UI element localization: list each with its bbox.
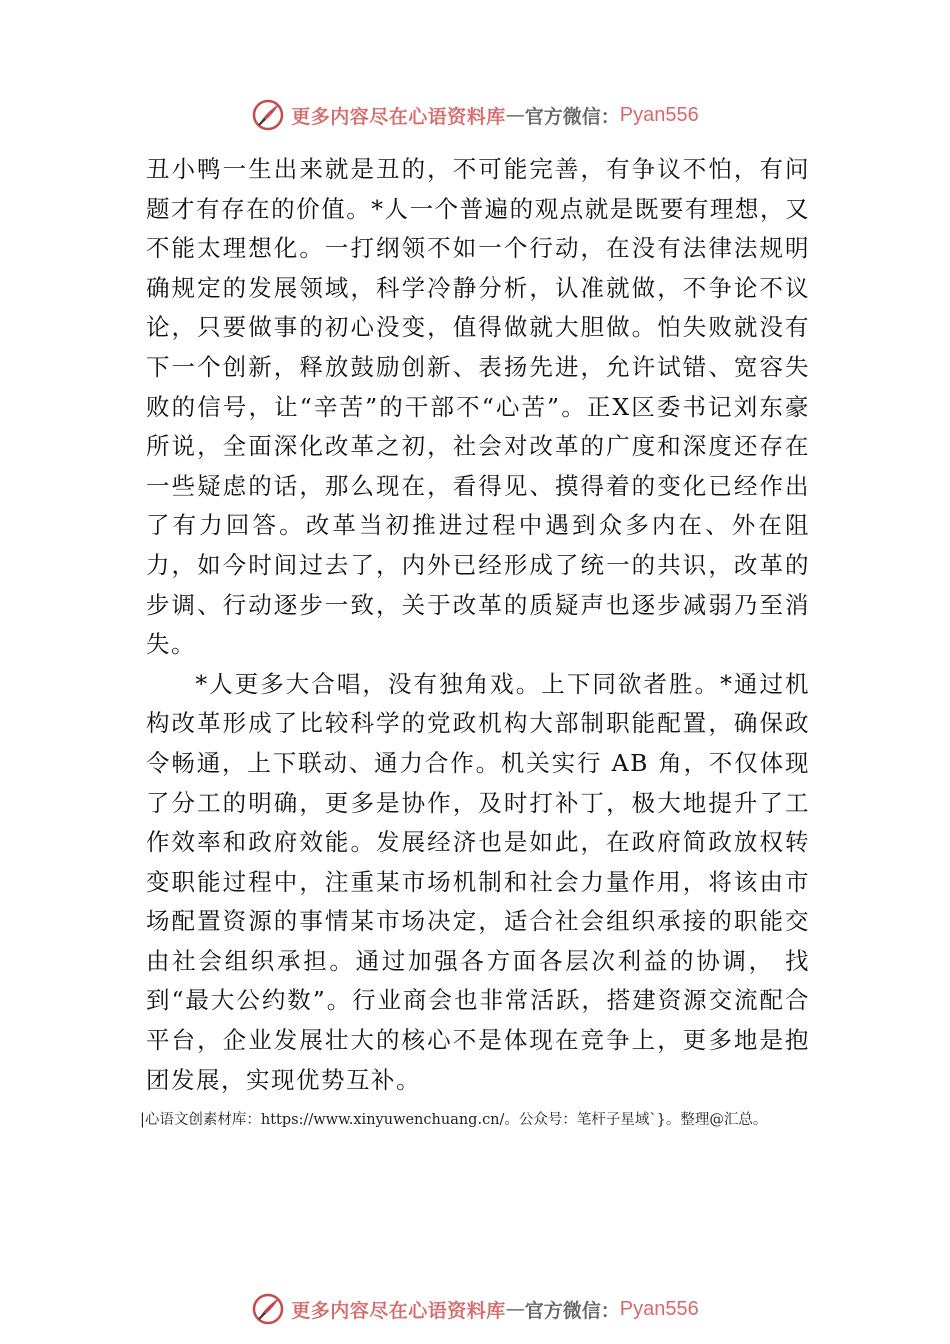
- document-body: [146, 150, 810, 1100]
- quill-seal-icon: [251, 98, 285, 132]
- banner-tail-text: 官方微信：: [524, 105, 620, 128]
- banner-separator: —: [505, 1298, 525, 1320]
- paragraph-2: *人更多大合唱，没有独角戏。上下同欲者胜。*通过机构改革形成了比较科学的党政机构大部制职能配置，确保政令畅通，上下联动、通力合作。机关实行 AB 角，不仅体现了分工的明确，更多是协作，及时打补丁，极大地提升了工作效率和政府效能。发展经济也是如此，在政府简政放权转变职能过程中，注重某市场机制和社会力量作用，将该由市场配置资源的事情某市场决定，适合社会组织承接的职能交由社会组织承担。通过加强各方面各层次利益的协调， 找到“最大公约数”。行业商会也非常活跃，搭建资源交流配合平台，企业发展壮大的核心不是体现在竞争上，更多地是抱团发展，实现优势互补。: [146, 669, 810, 1094]
- banner-tail-text: 官方微信：: [524, 1299, 620, 1322]
- banner-wechat-id: Pyan556: [619, 103, 699, 126]
- quill-seal-icon: [251, 1292, 285, 1326]
- banner-wechat-id: Pyan556: [619, 1297, 699, 1320]
- banner-brand-text: 更多内容尽在心语资料库: [291, 1299, 506, 1322]
- footer-banner: [0, 1289, 950, 1329]
- header-banner: [0, 95, 950, 135]
- banner-brand-text: 更多内容尽在心语资料库: [291, 105, 506, 128]
- paragraph-1: 丑小鸭一生出来就是丑的，不可能完善，有争议不怕，有问题才有存在的价值。*人一个普遍的观点就是既要有理想，又不能太理想化。一打纲领不如一个行动，在没有法律法规明确规定的发展领域，科学冷静分析，认准就做，不争论不议论，只要做事的初心没变，值得做就大胆做。怕失败就没有下一个创新，释放鼓励创新、表扬先进，允许试错、宽容失败的信号，让“辛苦”的干部不“心苦”。正X区委书记刘东豪所说，全面深化改革之初，社会对改革的广度和深度还存在一些疑虑的话，那么现在，看得见、摸得着的变化已经作出了有力回答。改革当初推进过程中遇到众多内在、外在阻力，如今时间过去了，内外已经形成了统一的共识，改革的步调、行动逐步一致，关于改革的质疑声也逐步减弱乃至消失。: [146, 155, 810, 659]
- footer-source-note: |心语文创素材库：https://www.xinyuwenchuang.cn/。公众号：笔杆子星域`}。整理@汇总。: [140, 1112, 768, 1128]
- banner-separator: —: [505, 104, 525, 126]
